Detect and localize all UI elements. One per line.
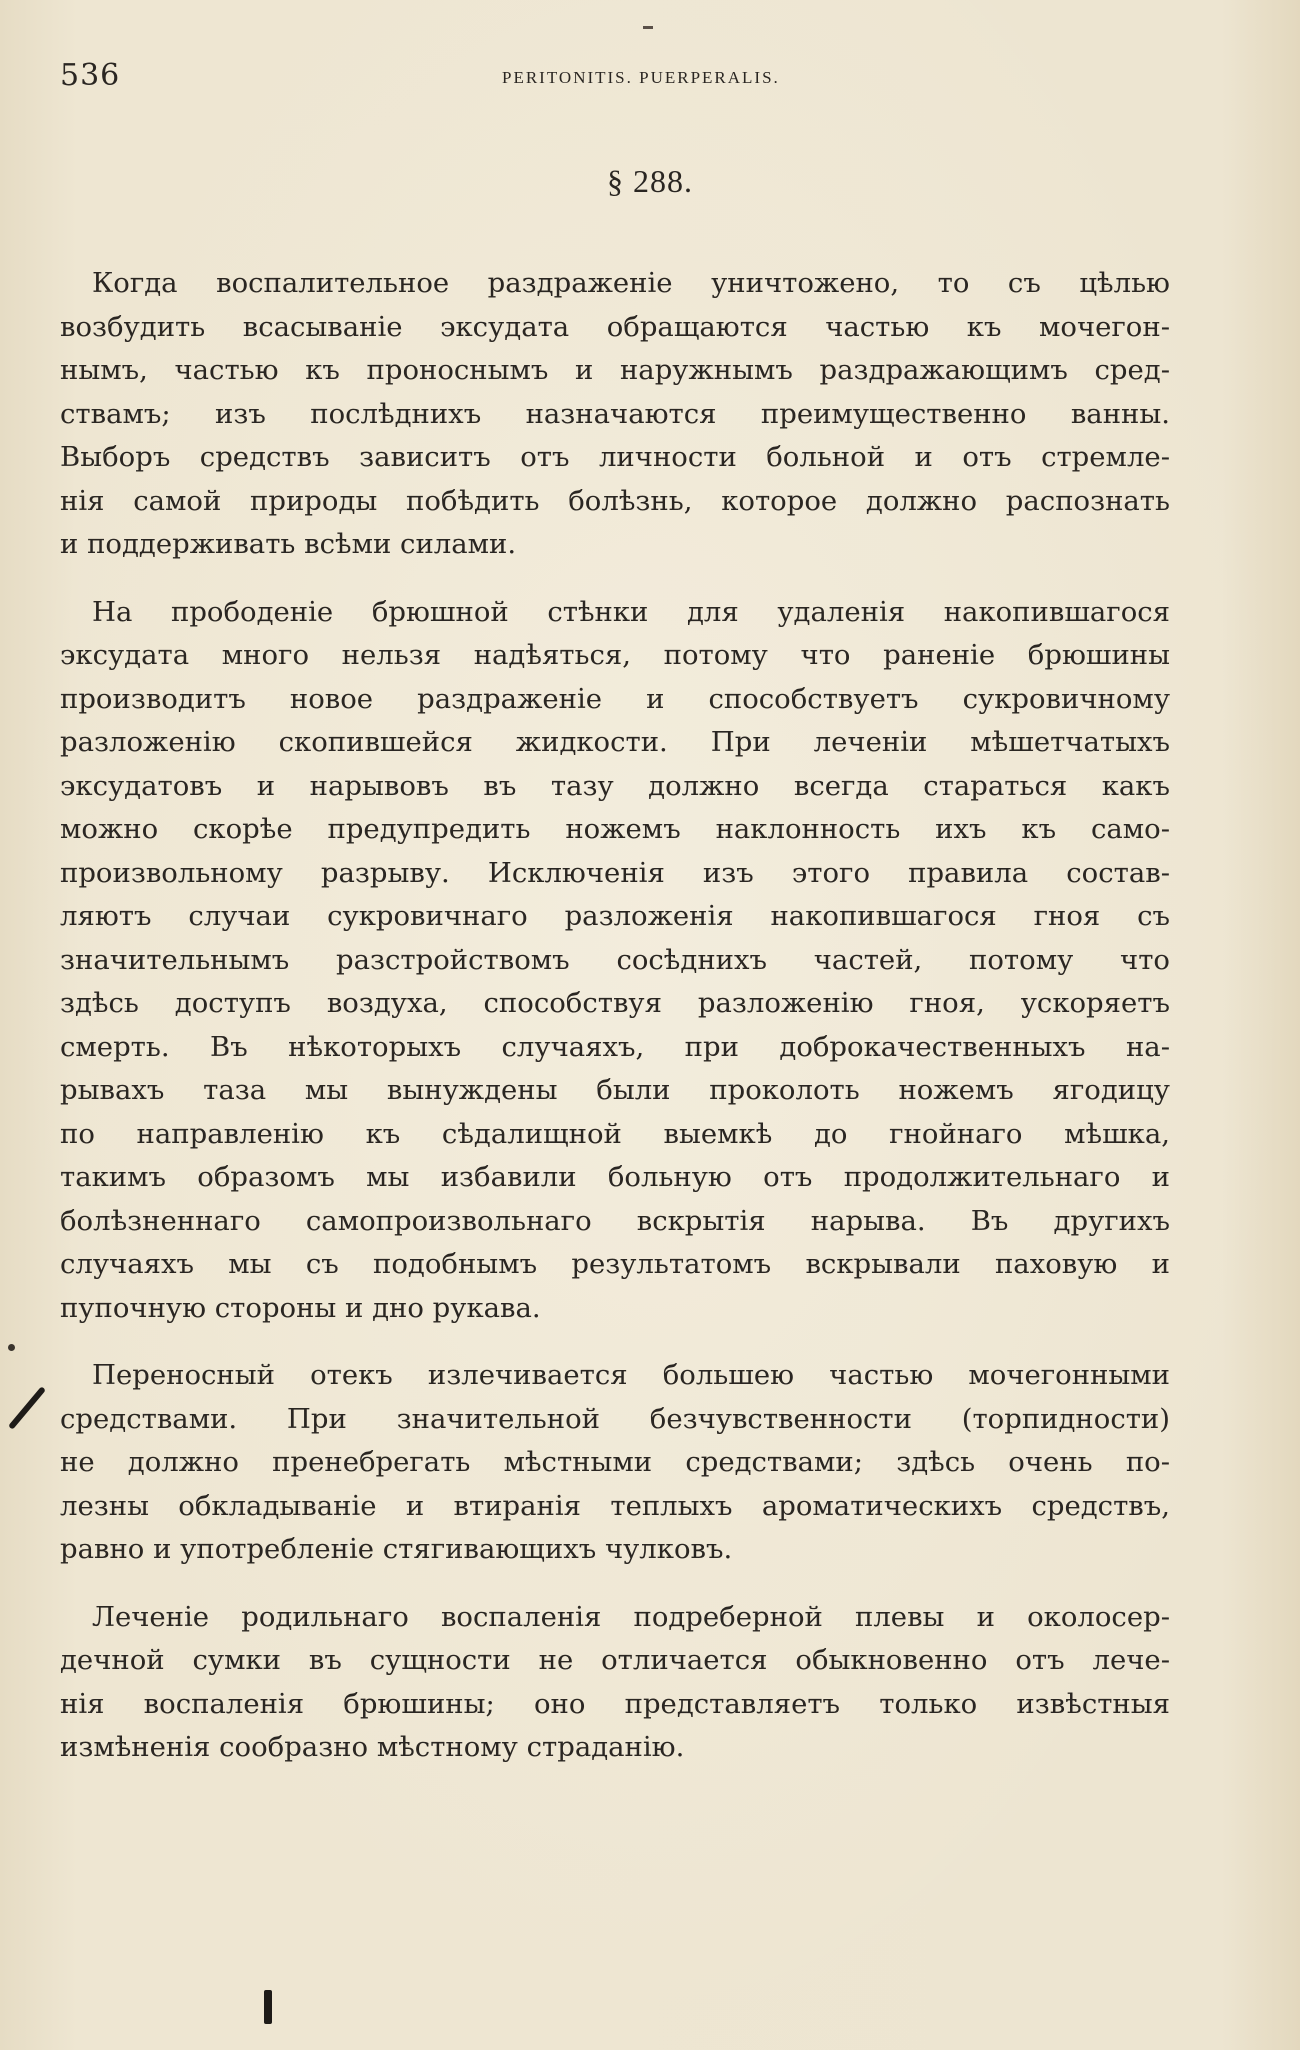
text-line: такимъ образомъ мы избавили больную отъ продолжительнаго и [60,1161,1170,1193]
text-line: лезны обкладываніе и втиранія теплыхъ ароматическихъ средствъ, [60,1489,1170,1522]
body-text [60,262,1170,1794]
text-line: ляютъ случаи сукровичнаго разложенія накопившагося гноя съ [60,900,1170,932]
text-line: здѣсь доступъ воздуха, способствуя разложенію гноя, ускоряетъ [60,987,1170,1019]
page-number: 536 [60,58,121,93]
text-line: ствамъ; изъ послѣднихъ назначаются преимущественно ванны. [60,397,1170,430]
running-head: PERITONITIS. PUERPERALIS. [502,68,780,87]
text-line: эксудатовъ и нарывовъ въ тазу должно всегда стараться какъ [60,769,1170,802]
text-line: рывахъ таза мы вынуждены были проколоть ножемъ ягодицу [60,1074,1170,1106]
ink-speck [8,1344,15,1351]
text-line: производитъ новое раздраженіе и способствуетъ сукровичному [60,682,1170,715]
text-line: измѣненія сообразно мѣстному страданію. [60,1731,685,1763]
text-line: Леченіе родильнаго воспаленія подреберной плевы и околосер- [92,1600,1170,1633]
paragraph-1 [60,262,1170,567]
pencil-slash-mark [8,1386,46,1430]
text-line: Выборъ средствъ зависитъ отъ личности больной и отъ стремле- [60,441,1170,473]
ink-speck [643,26,653,29]
text-line: разложенію скопившейся жидкости. При леченіи мѣшетчатыхъ [60,726,1170,758]
section-heading: § 288. [607,163,693,199]
text-line: смерть. Въ нѣкоторыхъ случаяхъ, при доброкачественныхъ на- [60,1030,1170,1063]
text-line: случаяхъ мы съ подобнымъ результатомъ вскрывали паховую и [60,1248,1170,1280]
text-line: не должно пренебрегать мѣстными средствами; здѣсь очень по- [60,1446,1170,1478]
text-line: болѣзненнаго самопроизвольнаго вскрытія нарыва. Въ другихъ [60,1204,1170,1237]
text-line: На прободеніе брюшной стѣнки для удаленія накопившагося [92,595,1170,628]
text-line: значительнымъ разстройствомъ сосѣднихъ частей, потому что [60,943,1170,976]
text-line: Когда воспалительное раздраженіе уничтожено, то съ цѣлью [92,267,1170,299]
text-line: и поддерживать всѣми силами. [60,528,517,560]
text-line: пупочную стороны и дно рукава. [60,1291,541,1324]
text-line: по направленію къ сѣдалищной выемкѣ до гнойнаго мѣшка, [60,1117,1170,1150]
text-line: Переносный отекъ излечивается большею частью мочегонными [92,1359,1170,1391]
paragraph-4 [60,1596,1170,1770]
text-line: возбудить всасываніе эксудата обращаются частью къ мочегон- [60,310,1170,343]
text-line: нія воспаленія брюшины; оно представляетъ только извѣстныя [60,1687,1170,1720]
text-line: нія самой природы побѣдить болѣзнь, которое должно распознать [60,484,1170,517]
text-line: эксудата много нельзя надѣяться, потому что раненіе брюшины [60,639,1170,671]
text-line: дечной сумки въ сущности не отличается обыкновенно отъ лече- [60,1644,1170,1676]
text-line: произвольному разрыву. Исключенія изъ этого правила состав- [60,856,1170,889]
paragraph-3 [60,1354,1170,1572]
ink-mark [264,1990,272,2024]
text-line: средствами. При значительной безчувственности (торпидности) [60,1402,1170,1435]
text-line: можно скорѣе предупредить ножемъ наклонность ихъ къ само- [60,813,1170,845]
paragraph-2 [60,591,1170,1331]
text-line: равно и употребленіе стягивающихъ чулковъ. [60,1533,733,1565]
text-line: нымъ, частью къ проноснымъ и наружнымъ раздражающимъ сред- [60,354,1170,386]
page-header [60,58,1240,98]
